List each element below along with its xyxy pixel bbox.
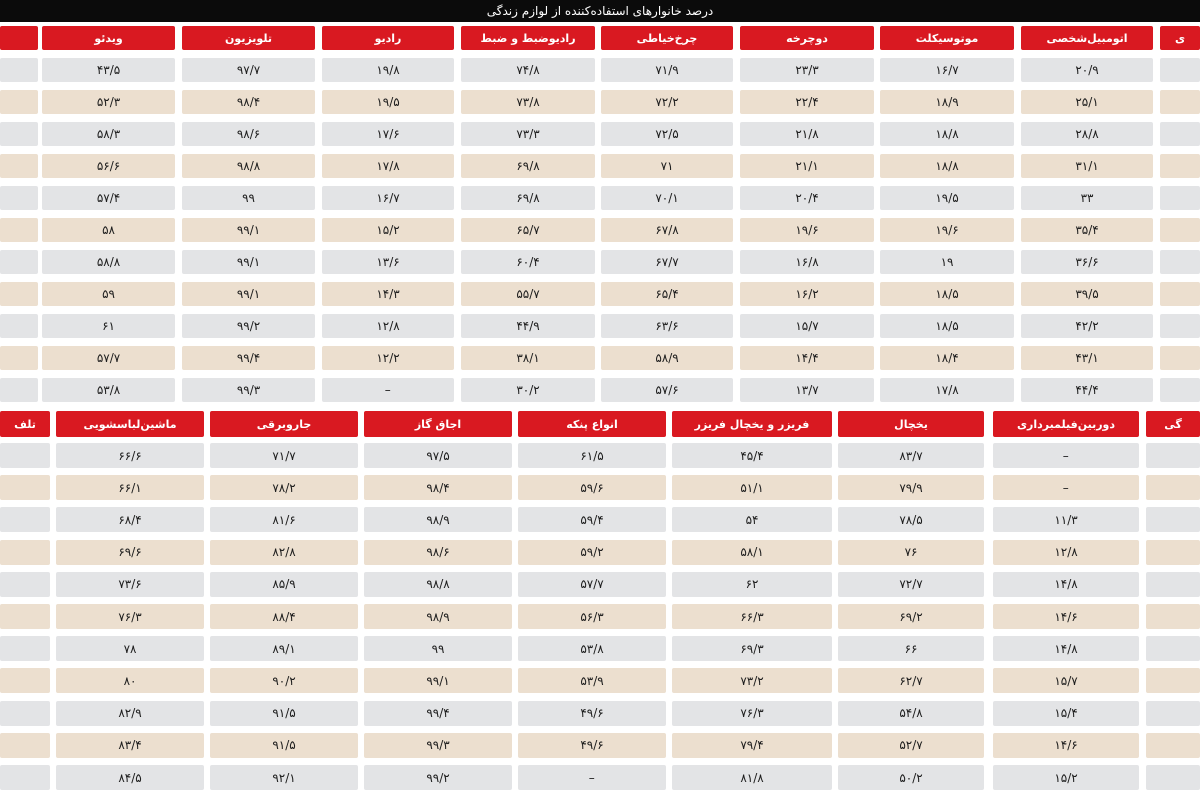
table1-cell: ۱۸/۸ bbox=[880, 154, 1014, 178]
table2-cell: ۷۹/۹ bbox=[838, 475, 984, 500]
table1-cell: ۱۸/۸ bbox=[880, 122, 1014, 146]
table1-cell: ۶۵/۷ bbox=[461, 218, 595, 242]
table2-cell bbox=[1146, 443, 1200, 468]
table1-cell: ۹۹/۳ bbox=[182, 378, 315, 402]
table2-cell: ۷۶/۳ bbox=[56, 604, 204, 629]
table2-cell bbox=[1146, 475, 1200, 500]
table1-cell: ۵۶/۶ bbox=[42, 154, 175, 178]
table2-cell: ۴۹/۶ bbox=[518, 701, 666, 726]
table2-cell: ۵۲/۷ bbox=[838, 733, 984, 758]
table2-cell: ۹۹/۳ bbox=[364, 733, 512, 758]
table2-cell bbox=[0, 443, 50, 468]
table1-cell: ۳۶/۶ bbox=[1021, 250, 1153, 274]
table1-cell: ۷۳/۳ bbox=[461, 122, 595, 146]
table2-cell: ۹۸/۸ bbox=[364, 572, 512, 597]
table1-cell: ۱۲/۲ bbox=[322, 346, 454, 370]
table1-cell: ۹۹/۱ bbox=[182, 250, 315, 274]
table2-cell: ۹۷/۵ bbox=[364, 443, 512, 468]
table2-cell: ۸۵/۹ bbox=[210, 572, 358, 597]
table1-header-1: اتومبیل‌شخصی bbox=[1021, 26, 1153, 50]
table2-cell: ۸۳/۴ bbox=[56, 733, 204, 758]
table1-cell: ۱۶/۷ bbox=[322, 186, 454, 210]
table2-cell bbox=[0, 475, 50, 500]
table2-header-0: گی bbox=[1146, 411, 1200, 437]
table1-cell: ۷۳/۸ bbox=[461, 90, 595, 114]
table2-cell: ۵۶/۳ bbox=[518, 604, 666, 629]
table2-cell: ۵۱/۱ bbox=[672, 475, 832, 500]
table2-cell: ۱۴/۸ bbox=[993, 572, 1139, 597]
table1-cell: ۱۵/۷ bbox=[740, 314, 874, 338]
table1-cell: ۵۷/۶ bbox=[601, 378, 733, 402]
table2-cell: ۹۱/۵ bbox=[210, 733, 358, 758]
table2-cell: ۷۳/۶ bbox=[56, 572, 204, 597]
table1-cell: ۳۹/۵ bbox=[1021, 282, 1153, 306]
table2-cell: ۵۴/۸ bbox=[838, 701, 984, 726]
table1-cell: ۵۸/۹ bbox=[601, 346, 733, 370]
table1-cell: ۱۲/۸ bbox=[322, 314, 454, 338]
table2-cell: – bbox=[993, 475, 1139, 500]
table2-cell bbox=[1146, 604, 1200, 629]
table2-cell: ۱۲/۸ bbox=[993, 540, 1139, 565]
table1-cell: ۷۱ bbox=[601, 154, 733, 178]
table1-cell: ۷۱/۹ bbox=[601, 58, 733, 82]
table2-cell: ۹۸/۴ bbox=[364, 475, 512, 500]
table2-cell: ۶۱/۵ bbox=[518, 443, 666, 468]
table2-cell bbox=[1146, 540, 1200, 565]
table1-cell: ۹۹/۴ bbox=[182, 346, 315, 370]
table2-cell: ۶۶ bbox=[838, 636, 984, 661]
table2-cell: ۱۴/۶ bbox=[993, 733, 1139, 758]
table1-header-0: ی bbox=[1160, 26, 1200, 50]
table2-cell: – bbox=[993, 443, 1139, 468]
table2-header-5: اجاق گاز bbox=[364, 411, 512, 437]
table2-cell: ۵۴ bbox=[672, 507, 832, 532]
table1-cell: ۵۳/۸ bbox=[42, 378, 175, 402]
table1-cell: ۶۹/۸ bbox=[461, 154, 595, 178]
table1-cell: ۱۷/۸ bbox=[880, 378, 1014, 402]
table2-cell bbox=[0, 765, 50, 790]
table1-header-2: موتوسیکلت bbox=[880, 26, 1014, 50]
table2-header-1: دوربین‌فیلمبرداری bbox=[993, 411, 1139, 437]
table2-cell bbox=[0, 636, 50, 661]
table2-cell: ۹۲/۱ bbox=[210, 765, 358, 790]
table2-cell: ۵۹/۴ bbox=[518, 507, 666, 532]
table1-cell: ۶۱ bbox=[42, 314, 175, 338]
table1-cell: ۷۰/۱ bbox=[601, 186, 733, 210]
table1-header-8: ویدئو bbox=[42, 26, 175, 50]
table1-cell: ۲۸/۸ bbox=[1021, 122, 1153, 146]
table1-cell: ۶۰/۴ bbox=[461, 250, 595, 274]
table1-cell: ۶۳/۶ bbox=[601, 314, 733, 338]
table2-cell: ۱۵/۴ bbox=[993, 701, 1139, 726]
table1-header-3: دوچرخه bbox=[740, 26, 874, 50]
table1-cell: ۱۹/۸ bbox=[322, 58, 454, 82]
table2-header-2: یخچال bbox=[838, 411, 984, 437]
table2-cell: ۹۰/۲ bbox=[210, 668, 358, 693]
table1-cell: ۳۰/۲ bbox=[461, 378, 595, 402]
table1-cell: ۳۳ bbox=[1021, 186, 1153, 210]
table1-cell: ۵۸/۳ bbox=[42, 122, 175, 146]
table2-header-8: تلف bbox=[0, 411, 50, 437]
table2-cell bbox=[1146, 668, 1200, 693]
table1-cell: ۴۴/۹ bbox=[461, 314, 595, 338]
table1-cell: ۱۶/۲ bbox=[740, 282, 874, 306]
table1-cell: ۹۹/۱ bbox=[182, 218, 315, 242]
table2-cell: ۵۹/۲ bbox=[518, 540, 666, 565]
table1-cell: ۶۷/۸ bbox=[601, 218, 733, 242]
table2-cell bbox=[1146, 636, 1200, 661]
table1-cell: ۱۷/۸ bbox=[322, 154, 454, 178]
table2-cell: ۷۸ bbox=[56, 636, 204, 661]
table2-header-6: جاروبرقی bbox=[210, 411, 358, 437]
table1-cell: ۵۹ bbox=[42, 282, 175, 306]
table2-cell bbox=[0, 572, 50, 597]
table2-cell: ۸۱/۶ bbox=[210, 507, 358, 532]
table2-cell: ۵۸/۱ bbox=[672, 540, 832, 565]
table1-cell: ۱۸/۹ bbox=[880, 90, 1014, 114]
table1-cell: ۷۲/۵ bbox=[601, 122, 733, 146]
table1-cell: ۹۹ bbox=[182, 186, 315, 210]
table2-cell: ۹۱/۵ bbox=[210, 701, 358, 726]
table2-cell: ۶۶/۶ bbox=[56, 443, 204, 468]
table1-cell: ۹۹/۲ bbox=[182, 314, 315, 338]
table1-cell: ۱۳/۶ bbox=[322, 250, 454, 274]
table2-cell: ۷۳/۲ bbox=[672, 668, 832, 693]
table2-cell: ۵۹/۶ bbox=[518, 475, 666, 500]
table1-cell: ۱۹/۶ bbox=[740, 218, 874, 242]
table1-cell: ۱۵/۲ bbox=[322, 218, 454, 242]
table1-cell: ۶۷/۷ bbox=[601, 250, 733, 274]
table1-cell: – bbox=[322, 378, 454, 402]
table2-cell bbox=[0, 733, 50, 758]
table2-cell: ۵۳/۹ bbox=[518, 668, 666, 693]
table2-cell: – bbox=[518, 765, 666, 790]
table2-header-3: فریزر و یخچال فریزر bbox=[672, 411, 832, 437]
table1-cell: ۲۱/۸ bbox=[740, 122, 874, 146]
table1-cell: ۱۴/۳ bbox=[322, 282, 454, 306]
table1-cell: ۵۸ bbox=[42, 218, 175, 242]
table2-cell bbox=[1146, 507, 1200, 532]
table2-cell: ۶۹/۶ bbox=[56, 540, 204, 565]
page-title: درصد خانوارهای استفاده‌کننده از لوازم زندگی bbox=[486, 4, 714, 18]
table1-cell: ۹۷/۷ bbox=[182, 58, 315, 82]
table2-cell bbox=[1146, 572, 1200, 597]
table1-cell: ۱۷/۶ bbox=[322, 122, 454, 146]
table1-cell: ۳۵/۴ bbox=[1021, 218, 1153, 242]
table1-cell: ۱۳/۷ bbox=[740, 378, 874, 402]
table2-cell: ۶۹/۳ bbox=[672, 636, 832, 661]
table1-cell: ۱۸/۵ bbox=[880, 314, 1014, 338]
table1-cell: ۱۶/۸ bbox=[740, 250, 874, 274]
table2-header-4: انواع پنکه bbox=[518, 411, 666, 437]
table2-cell: ۹۹/۲ bbox=[364, 765, 512, 790]
table1-cell: ۲۰/۹ bbox=[1021, 58, 1153, 82]
table1-cell: ۵۷/۷ bbox=[42, 346, 175, 370]
table2-header-7: ماشین‌لباسشویی bbox=[56, 411, 204, 437]
table2-cell: ۸۸/۴ bbox=[210, 604, 358, 629]
table2-cell bbox=[0, 604, 50, 629]
table1-cell: ۴۴/۴ bbox=[1021, 378, 1153, 402]
table1-cell: ۵۸/۸ bbox=[42, 250, 175, 274]
table1-header-4: چرخ‌خیاطی bbox=[601, 26, 733, 50]
table2-cell: ۶۹/۲ bbox=[838, 604, 984, 629]
table1-cell: ۹۸/۴ bbox=[182, 90, 315, 114]
table1-cell: ۲۱/۱ bbox=[740, 154, 874, 178]
table1-cell: ۵۲/۳ bbox=[42, 90, 175, 114]
table1-cell: ۱۹ bbox=[880, 250, 1014, 274]
table1-cell: ۶۹/۸ bbox=[461, 186, 595, 210]
table2-cell: ۹۹/۱ bbox=[364, 668, 512, 693]
table1-cell: ۴۲/۲ bbox=[1021, 314, 1153, 338]
table1-cell: ۶۵/۴ bbox=[601, 282, 733, 306]
table2-cell: ۶۶/۳ bbox=[672, 604, 832, 629]
table1-cell: ۳۸/۱ bbox=[461, 346, 595, 370]
table2-cell: ۸۴/۵ bbox=[56, 765, 204, 790]
table2-cell bbox=[0, 507, 50, 532]
table1-cell: ۷۴/۸ bbox=[461, 58, 595, 82]
table2-cell: ۱۴/۸ bbox=[993, 636, 1139, 661]
table1-cell: ۱۹/۵ bbox=[880, 186, 1014, 210]
table2-cell: ۷۶/۳ bbox=[672, 701, 832, 726]
table2-cell: ۸۳/۷ bbox=[838, 443, 984, 468]
table2-cell bbox=[0, 540, 50, 565]
table2-cell: ۱۵/۲ bbox=[993, 765, 1139, 790]
table2-cell: ۵۷/۷ bbox=[518, 572, 666, 597]
table1-cell: ۱۴/۴ bbox=[740, 346, 874, 370]
table2-cell: ۵۳/۸ bbox=[518, 636, 666, 661]
table2-cell bbox=[0, 701, 50, 726]
table2-cell: ۶۲/۷ bbox=[838, 668, 984, 693]
table2-cell: ۹۸/۹ bbox=[364, 604, 512, 629]
table2-cell: ۷۹/۴ bbox=[672, 733, 832, 758]
table1-cell: ۱۹/۶ bbox=[880, 218, 1014, 242]
table1-cell: ۵۵/۷ bbox=[461, 282, 595, 306]
table1-cell: ۴۳/۱ bbox=[1021, 346, 1153, 370]
table2-cell: ۸۲/۹ bbox=[56, 701, 204, 726]
table1-header-5: رادیوضبط و ضبط bbox=[461, 26, 595, 50]
table2-cell: ۶۲ bbox=[672, 572, 832, 597]
table2-cell bbox=[1146, 733, 1200, 758]
table1-cell: ۹۸/۶ bbox=[182, 122, 315, 146]
table2-cell: ۸۱/۸ bbox=[672, 765, 832, 790]
table1-header-7: تلویزیون bbox=[182, 26, 315, 50]
table2-cell: ۱۵/۷ bbox=[993, 668, 1139, 693]
table1-cell: ۹۸/۸ bbox=[182, 154, 315, 178]
table1-cell: ۳۱/۱ bbox=[1021, 154, 1153, 178]
table2-cell: ۸۹/۱ bbox=[210, 636, 358, 661]
table2-cell: ۷۲/۷ bbox=[838, 572, 984, 597]
table2-cell: ۹۹ bbox=[364, 636, 512, 661]
table1-cell: ۲۵/۱ bbox=[1021, 90, 1153, 114]
table1-cell: ۴۳/۵ bbox=[42, 58, 175, 82]
table1-cell: ۵۷/۴ bbox=[42, 186, 175, 210]
table2-cell bbox=[1146, 765, 1200, 790]
table1-cell: ۹۹/۱ bbox=[182, 282, 315, 306]
table1-header-6: رادیو bbox=[322, 26, 454, 50]
table2-cell: ۸۲/۸ bbox=[210, 540, 358, 565]
table2-cell: ۶۸/۴ bbox=[56, 507, 204, 532]
table2-cell: ۷۱/۷ bbox=[210, 443, 358, 468]
table1-cell: ۲۳/۳ bbox=[740, 58, 874, 82]
table2-cell: ۹۸/۹ bbox=[364, 507, 512, 532]
table2-cell bbox=[0, 668, 50, 693]
table2-cell: ۹۹/۴ bbox=[364, 701, 512, 726]
table1-cell: ۱۸/۴ bbox=[880, 346, 1014, 370]
table2-cell: ۴۵/۴ bbox=[672, 443, 832, 468]
table2-cell: ۷۸/۵ bbox=[838, 507, 984, 532]
table1-cell: ۲۰/۴ bbox=[740, 186, 874, 210]
table2-cell bbox=[1146, 701, 1200, 726]
table2-cell: ۵۰/۲ bbox=[838, 765, 984, 790]
table2-cell: ۴۹/۶ bbox=[518, 733, 666, 758]
table1-cell: ۱۹/۵ bbox=[322, 90, 454, 114]
table1-cell: ۱۶/۷ bbox=[880, 58, 1014, 82]
table1-cell: ۲۲/۴ bbox=[740, 90, 874, 114]
table2-cell: ۱۴/۶ bbox=[993, 604, 1139, 629]
table2-cell: ۷۸/۲ bbox=[210, 475, 358, 500]
table1-cell: ۷۲/۲ bbox=[601, 90, 733, 114]
table1-cell: ۱۸/۵ bbox=[880, 282, 1014, 306]
table2-cell: ۷۶ bbox=[838, 540, 984, 565]
table2-cell: ۸۰ bbox=[56, 668, 204, 693]
table2-cell: ۱۱/۳ bbox=[993, 507, 1139, 532]
table2-cell: ۹۸/۶ bbox=[364, 540, 512, 565]
table2-cell: ۶۶/۱ bbox=[56, 475, 204, 500]
